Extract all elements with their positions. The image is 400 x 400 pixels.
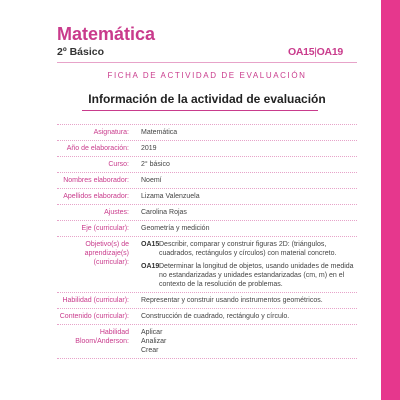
oa-code-1: OA15 (288, 46, 315, 58)
row-label: Nombres elaborador: (63, 177, 129, 184)
row-objetivos (57, 237, 357, 293)
row-label: Apellidos elaborador: (63, 193, 129, 200)
row-nombres (57, 173, 357, 189)
row-value: Lizama Valenzuela (141, 193, 200, 200)
row-label: Asignatura: (93, 129, 129, 136)
section-title-underline (82, 110, 318, 111)
row-value: Matemática (141, 129, 178, 136)
row-curso (57, 157, 357, 173)
row-value: Representar y construir usando instrumentos geométricos. (141, 297, 323, 304)
objective-item (141, 262, 357, 289)
bloom-item: Aplicar (141, 329, 163, 336)
page-edge-strip (381, 0, 400, 400)
section-title: Información de la actividad de evaluación (88, 92, 326, 106)
objective-text: Determinar la longitud de objetos, usando unidades de medida no estandarizadas y unidades estandarizadas (cm, m) en el contexto de la resolución de problemas. (159, 263, 354, 288)
row-label: Curso: (108, 161, 129, 168)
bloom-list (141, 328, 357, 355)
oa-code-2: OA19 (316, 46, 343, 58)
row-value: Geometría y medición (141, 225, 210, 232)
oa-code-separator: | (314, 46, 317, 58)
row-value: Construcción de cuadrado, rectángulo y círculo. (141, 313, 290, 320)
row-ajustes (57, 205, 357, 221)
row-label: Año de elaboración: (66, 145, 129, 152)
objective-item (141, 240, 357, 258)
row-habilidad (57, 293, 357, 309)
info-table (57, 124, 357, 359)
row-asignatura (57, 124, 357, 141)
objective-text: Describir, comparar y construir figuras 2D: (triángulos, cuadrados, rectángulos y círculos) con material concreto. (159, 241, 337, 257)
row-apellidos (57, 189, 357, 205)
header-divider (57, 62, 357, 63)
row-anio (57, 141, 357, 157)
subject-title: Matemática (57, 24, 156, 44)
sheet-label: FICHA DE ACTIVIDAD DE EVALUACIÓN (107, 71, 307, 80)
row-value: Noemí (141, 177, 162, 184)
row-label: Eje (curricular): (81, 225, 129, 232)
row-value: 2019 (141, 145, 157, 152)
objective-code: OA15 (141, 241, 160, 248)
row-label: Ajustes: (104, 209, 129, 216)
bloom-item: Analizar (141, 338, 167, 345)
objective-code: OA19 (141, 263, 160, 270)
row-label: Objetivo(s) de aprendizaje(s) (curricular): (84, 241, 129, 266)
row-contenido (57, 309, 357, 325)
row-value: Carolina Rojas (141, 209, 187, 216)
row-label: Contenido (curricular): (59, 313, 129, 320)
row-bloom (57, 325, 357, 359)
row-eje (57, 221, 357, 237)
bloom-item: Crear (141, 347, 159, 354)
grade-label: 2º Básico (57, 46, 105, 58)
objectives-list (141, 240, 357, 289)
oa-codes (288, 46, 343, 58)
row-label: Habilidad (curricular): (62, 297, 129, 304)
row-value: 2° básico (141, 161, 170, 168)
row-label: Habilidad Bloom/Anderson: (75, 329, 129, 345)
